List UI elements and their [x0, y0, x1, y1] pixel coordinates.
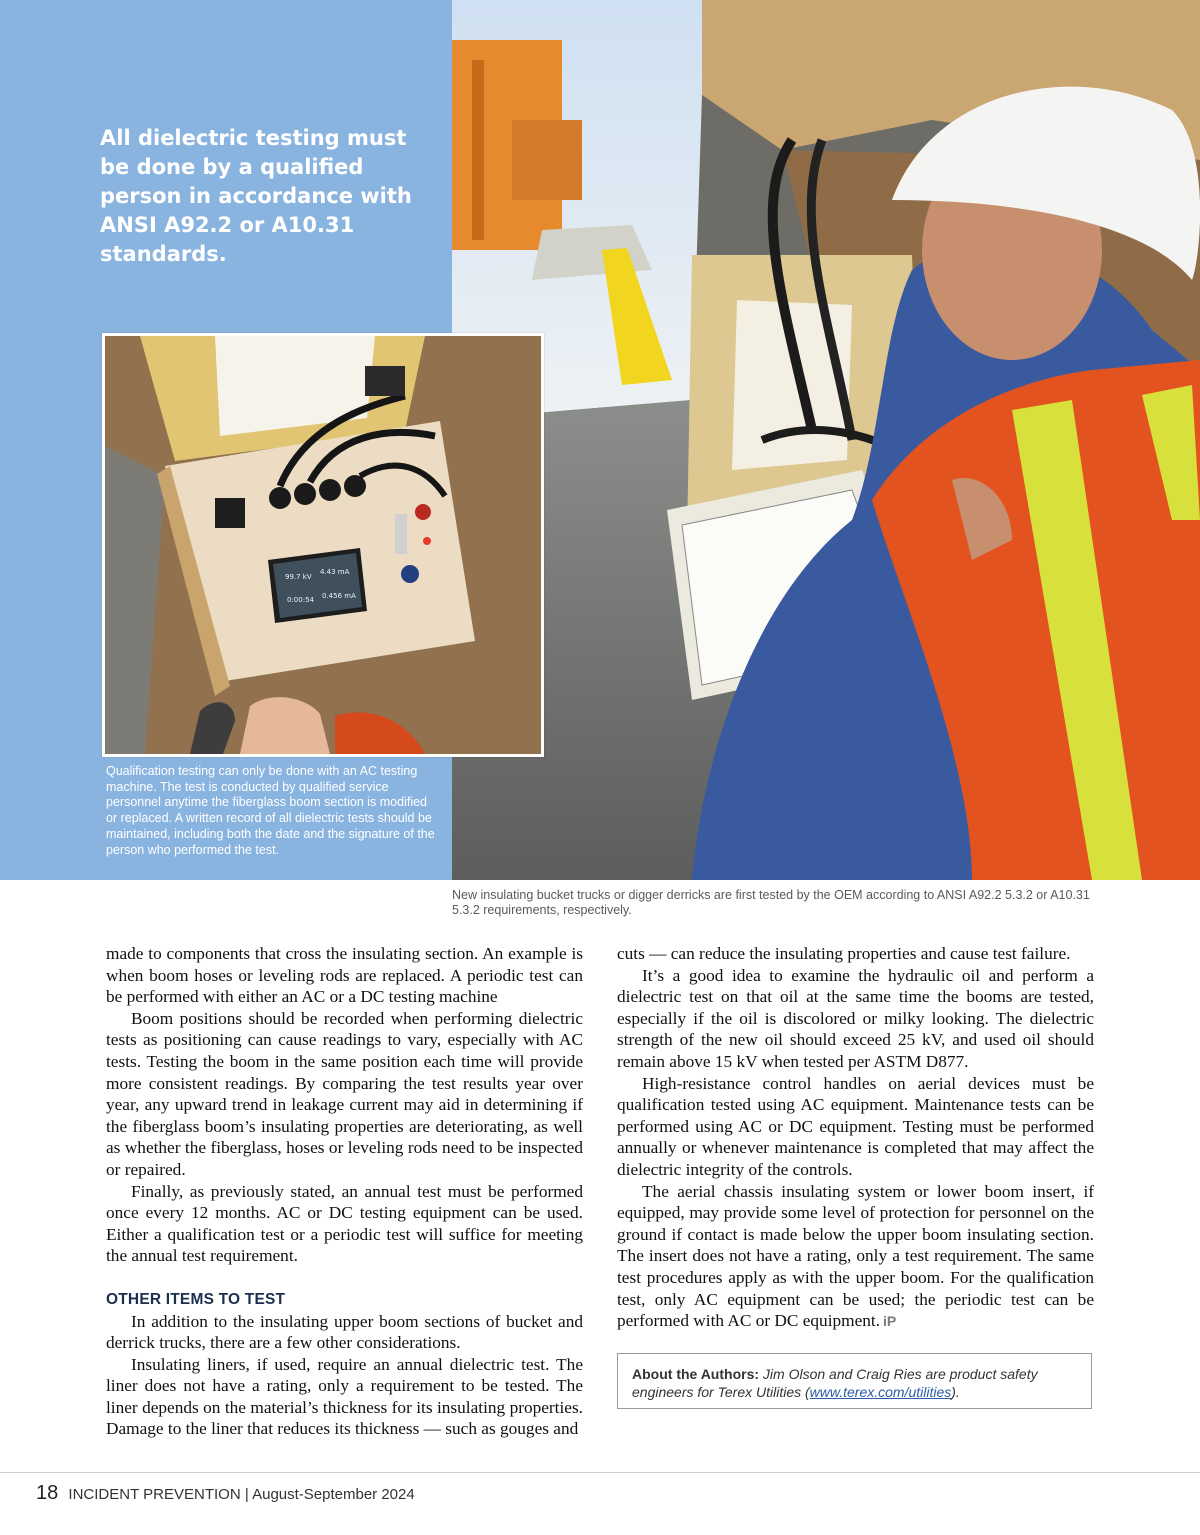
paragraph: Finally, as previously stated, an annual test must be performed once every 12 months. AC or DC testing equipment can be used. Either a qualification test or a periodic test will suffice for meeting the annual test requirement. — [106, 1181, 583, 1266]
page-footer — [36, 1482, 415, 1506]
issue-date: August-September 2024 — [252, 1486, 415, 1503]
authors-label: About the Authors: — [632, 1366, 760, 1382]
paragraph: Boom positions should be recorded when performing dielectric tests as positioning can cause readings to vary, especially with AC tests. Testing the boom in the same position each time will provide more consistent readings. By comparing the test results year over year, any upward trend in leakage current may aid in determining if the fiberglass boom’s insulating properties are deteriorating, as well as whether the fiberglass, hoses or leveling rods need to be inspected or repaired. — [106, 1008, 583, 1179]
screen-readout-leakage: 0.456 mA — [322, 592, 356, 600]
paragraph: Insulating liners, if used, require an annual dielectric test. The liner does not have a rating, only a requirement to be tested. The liner depends on the material’s thickness for its insulating properties. Damage to the liner that reduces its thickness — such as gouges and — [106, 1354, 583, 1439]
body-column-left — [106, 943, 583, 1440]
paragraph — [617, 1181, 1094, 1333]
screen-readout-time: 0:00:54 — [287, 596, 314, 604]
inset-photo — [102, 333, 544, 757]
authors-close: ). — [951, 1384, 960, 1400]
screen-readout-voltage: 99.7 kV — [285, 573, 312, 581]
main-photo-caption: New insulating bucket trucks or digger derricks are first tested by the OEM according to ANSI A92.2 5.3.2 or A10.31 5.3.2 requirements, respectively. — [452, 888, 1090, 917]
paragraph: cuts — can reduce the insulating properties and cause test failure. — [617, 944, 1071, 963]
pull-quote: All dielectric testing must be done by a qualified person in accordance with ANSI A92.2 or A10.31 standards. — [100, 126, 412, 266]
main-photo — [452, 0, 1200, 880]
footer-separator: | — [244, 1486, 249, 1503]
paragraph: made to components that cross the insulating section. An example is when boom hoses or leveling rods are replaced. A periodic test can be performed with either an AC or a DC testing machine — [106, 944, 583, 1007]
paragraph-text: The aerial chassis insulating system or lower boom insert, if equipped, may provide some level of protection for personnel on the ground if contact is made below the upper boom insulating section. The insert does not have a rating, only a test requirement. The same test procedures apply as with the upper boom. For the qualification test, only AC equipment can be used; the periodic test can be performed with AC or DC equipment. — [617, 1181, 1094, 1331]
paragraph: High-resistance control handles on aerial devices must be qualification tested using AC equipment. Maintenance tests can be performed using AC or DC equipment. Testing must be performed annually or whenever maintenance is completed that may affect the dielectric integrity of the controls. — [617, 1073, 1094, 1179]
page-number: 18 — [36, 1482, 59, 1504]
screen-readout-current: 4.43 mA — [320, 568, 350, 576]
authors-text: Jim Olson and Craig Ries are product safety engineers for Terex Utilities ( — [632, 1366, 1038, 1400]
section-heading: OTHER ITEMS TO TEST — [106, 1290, 286, 1308]
authors-link[interactable]: www.terex.com/utilities — [809, 1384, 952, 1400]
body-column-right — [617, 943, 1094, 1333]
paragraph: It’s a good idea to examine the hydraulic oil and perform a dielectric test on that oil at the same time the booms are tested, especially if the oil is discolored or milky looking. The dielectric strength of the new oil should exceed 25 kV, and used oil should remain above 15 kV when tested per ASTM D877. — [617, 965, 1094, 1071]
about-authors-box — [617, 1353, 1092, 1409]
paragraph: In addition to the insulating upper boom sections of bucket and derrick trucks, there are a few other considerations. — [106, 1311, 583, 1353]
publication-name: INCIDENT PREVENTION — [68, 1486, 241, 1503]
footer-divider — [0, 1472, 1200, 1473]
inset-photo-caption: Qualification testing can only be done with an AC testing machine. The test is conducted by qualified service personnel anytime the fiberglass boom section is modified or replaced. A written record of all dielectric tests should be maintained, including both the date and the signature of the person who performed the test. — [106, 764, 435, 857]
end-mark: iP — [883, 1313, 897, 1330]
